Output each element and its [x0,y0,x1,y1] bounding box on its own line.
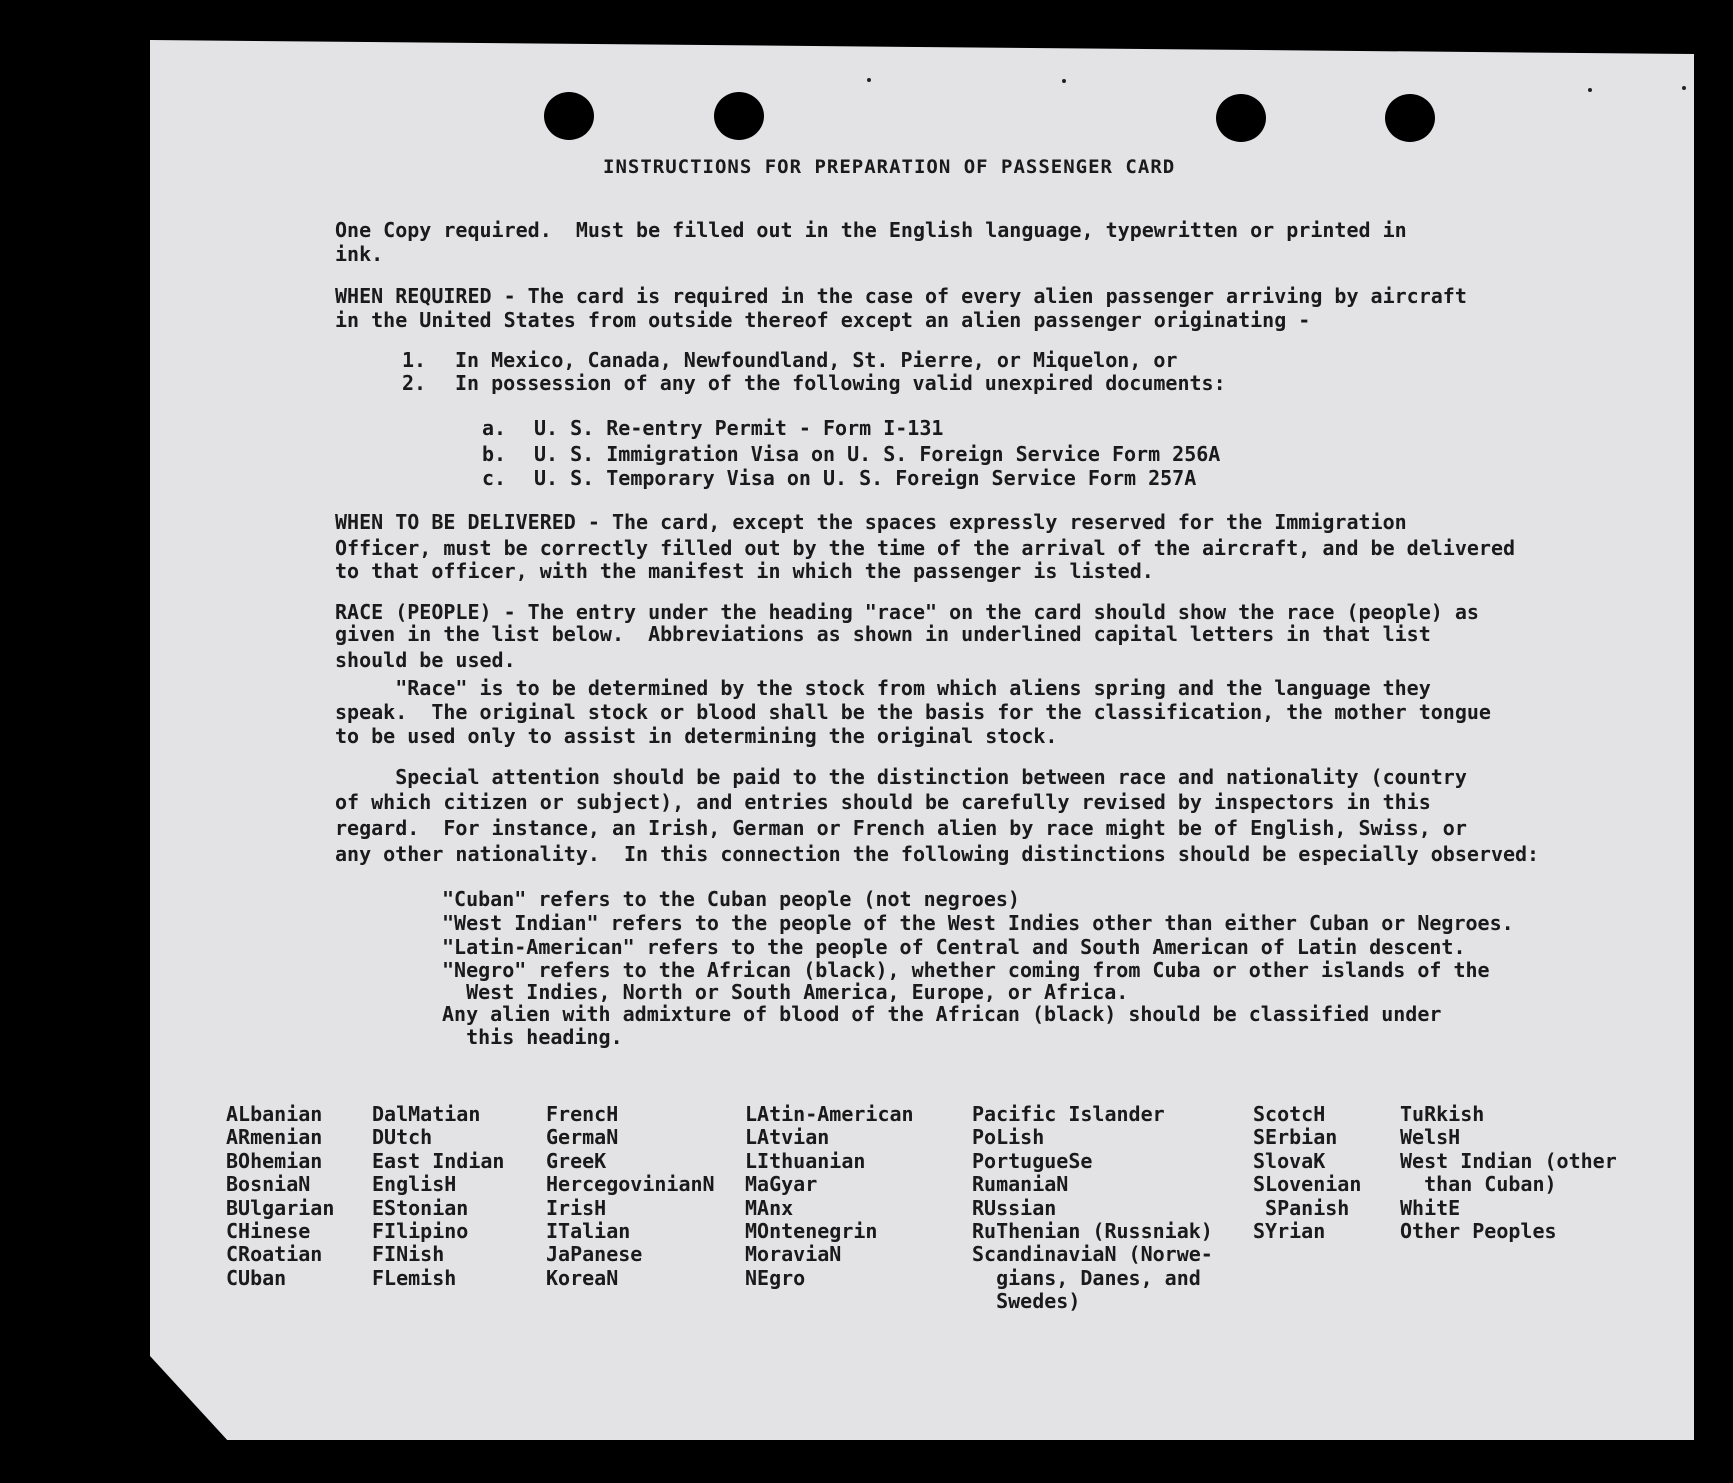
race-line: should be used. [335,648,516,672]
race-entry: West Indian (other [1400,1148,1617,1173]
numbered-index: 1. [402,348,427,372]
race-entry: TuRkish [1400,1102,1485,1126]
speck [1682,86,1686,90]
speck [1588,88,1592,92]
race-entry: Pacific Islander [972,1102,1165,1126]
race-entry: MaGyar [745,1172,818,1197]
race-def-line: to be used only to assist in determining the original stock. [335,724,1058,748]
race-entry: SPanish [1253,1195,1350,1220]
punch-hole [1385,94,1435,142]
race-entry: PortugueSe [972,1148,1093,1173]
race-entry: MOntenegrin [745,1219,878,1244]
distinction-line: this heading. [442,1025,623,1049]
race-entry: GreeK [546,1148,607,1173]
race-entry: BUlgarian [226,1195,335,1220]
race-entry: RumaniaN [972,1172,1069,1197]
numbered-text: In Mexico, Canada, Newfoundland, St. Pierre, or Miquelon, or [455,348,1178,372]
race-entry: ITalian [546,1219,631,1244]
race-entry: WhitE [1400,1195,1461,1220]
lettered-text: U. S. Immigration Visa on U. S. Foreign Service Form 256A [534,442,1221,466]
lettered-text: U. S. Re-entry Permit - Form I-131 [534,416,944,440]
race-entry: FLemish [372,1265,457,1290]
race-entry: Other Peoples [1400,1219,1557,1244]
race-entry: NEgro [745,1265,806,1290]
race-def-line: speak. The original stock or blood shall be the basis for the classification, the mother tongue [335,700,1491,724]
punch-hole [714,92,764,140]
race-line: given in the list below. Abbreviations as shown in underlined capital letters in that list [335,622,1431,646]
race-entry: ScandinaviaN (Norwe- [972,1242,1213,1267]
race-column [546,1103,715,1290]
race-entry: LAtin-American [745,1102,914,1126]
numbered-index: 2. [402,371,427,395]
race-entry: IrisH [546,1195,607,1220]
race-entry: GermaN [546,1125,619,1150]
race-column [226,1103,334,1290]
race-entry: HercegovinianN [546,1172,715,1197]
punch-hole [1216,94,1266,142]
special-line: Special attention should be paid to the distinction between race and nationality (country [335,765,1467,789]
race-entry: FINish [372,1242,445,1267]
race-entry: DUtch [372,1125,433,1150]
distinction-line: "Latin-American" refers to the people of Central and South American of Latin descent. [442,935,1466,959]
race-entry: BosniaN [226,1172,311,1197]
lettered-index: b. [482,442,507,466]
race-entry: East Indian [372,1148,505,1173]
race-entry: than Cuban) [1400,1172,1557,1197]
distinction-line: Any alien with admixture of blood of the African (black) should be classified under [442,1002,1442,1026]
distinction-line: "Negro" refers to the African (black), whether coming from Cuba or other islands of the [442,958,1490,982]
race-entry: LIthuanian [745,1148,866,1173]
race-column [1400,1103,1617,1243]
race-entry: MoraviaN [745,1242,842,1267]
speck [867,78,871,82]
race-entry: SErbian [1253,1125,1338,1150]
page-title: INSTRUCTIONS FOR PREPARATION OF PASSENGER CARD [603,156,1176,178]
race-line: RACE (PEOPLE) - The entry under the heading "race" on the card should show the race (people) as [335,600,1479,624]
race-entry: FIlipino [372,1219,469,1244]
race-column [745,1103,914,1290]
special-line: of which citizen or subject), and entries should be carefully revised by inspectors in this [335,790,1431,814]
distinction-line: "Cuban" refers to the Cuban people (not negroes) [442,887,1020,911]
when-delivered-line: to that officer, with the manifest in which the passenger is listed. [335,559,1154,583]
race-column [972,1103,1213,1314]
race-entry: KoreaN [546,1265,619,1290]
race-column [1253,1103,1361,1243]
race-entry: PoLish [972,1125,1045,1150]
speck [1062,79,1066,83]
lettered-index: c. [482,466,507,490]
when-delivered-line: WHEN TO BE DELIVERED - The card, except the spaces expressly reserved for the Immigration [335,510,1407,534]
race-entry: LAtvian [745,1125,830,1150]
race-entry: WelsH [1400,1125,1461,1150]
when-required-line: WHEN REQUIRED - The card is required in the case of every alien passenger arriving by aircraft [335,284,1467,308]
when-delivered-line: Officer, must be correctly filled out by the time of the arrival of the aircraft, and be delivered [335,536,1516,560]
race-entry: SLovenian [1253,1172,1362,1197]
when-required-line: in the United States from outside thereof except an alien passenger originating - [335,308,1311,332]
distinction-line: West Indies, North or South America, Europe, or Africa. [442,980,1129,1004]
race-column [372,1103,504,1290]
race-entry: gians, Danes, and [972,1265,1201,1290]
punch-hole [544,92,594,140]
race-entry: ScotcH [1253,1102,1326,1126]
special-line: regard. For instance, an Irish, German or French alien by race might be of English, Swiss, or [335,816,1467,840]
race-entry: RuThenian (Russniak) [972,1219,1213,1244]
special-line: any other nationality. In this connection the following distinctions should be especially observed: [335,842,1540,866]
race-entry: RUssian [972,1195,1057,1220]
race-entry: JaPanese [546,1242,643,1267]
race-entry: ALbanian [226,1102,323,1126]
race-entry: SlovaK [1253,1148,1326,1173]
race-entry: EnglisH [372,1172,457,1197]
race-entry: CRoatian [226,1242,323,1267]
race-entry: MAnx [745,1195,794,1220]
race-entry: FrencH [546,1102,619,1126]
numbered-text: In possession of any of the following valid unexpired documents: [455,371,1226,395]
lettered-index: a. [482,416,507,440]
race-entry: CHinese [226,1219,311,1244]
race-entry: EStonian [372,1195,469,1220]
race-entry: DalMatian [372,1102,481,1126]
distinction-line: "West Indian" refers to the people of the West Indies other than either Cuban or Negroes. [442,911,1514,935]
race-def-line: "Race" is to be determined by the stock from which aliens spring and the language they [335,676,1431,700]
race-entry: Swedes) [972,1289,1081,1314]
race-entry: SYrian [1253,1219,1326,1244]
lettered-text: U. S. Temporary Visa on U. S. Foreign Service Form 257A [534,466,1197,490]
race-entry: ARmenian [226,1125,323,1150]
intro-line: ink. [335,242,384,266]
race-entry: BOhemian [226,1148,323,1173]
race-entry: CUban [226,1265,287,1290]
intro-line: One Copy required. Must be filled out in the English language, typewritten or printed in [335,218,1407,242]
